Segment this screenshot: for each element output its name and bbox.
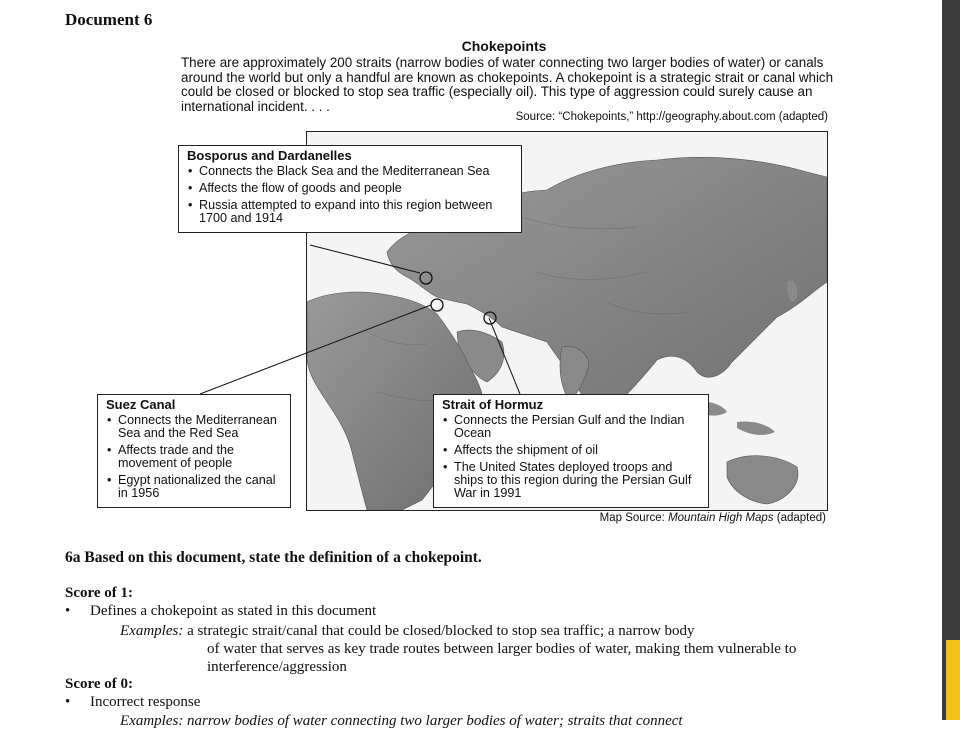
callout-title: Strait of Hormuz <box>442 397 544 412</box>
intro-text: There are approximately 200 straits (narrow bodies of water connecting two larger bodies of water) or canals around the world but only a handful are known as chokepoints. A chokepoint is a strategic strait or canal which could be closed or blocked to stop sea traffic (especially oil). This type of aggression could surely cause an international incident. . . . <box>181 55 834 114</box>
score-1-bullet-text: Defines a chokepoint as stated in this document <box>90 603 377 619</box>
score-0-bullet-text: Incorrect response <box>90 694 201 710</box>
map-source-prefix: Map Source: <box>599 512 669 524</box>
map-source-suffix: (adapted) <box>773 512 826 524</box>
callout-suez-canal <box>97 394 291 508</box>
score-1-bullet: • Defines a chokepoint as stated in this document <box>65 603 377 619</box>
callout-list <box>442 414 702 500</box>
callout-item: • Connects the Persian Gulf and the Indian Ocean <box>454 414 702 440</box>
map-source <box>500 512 826 524</box>
question-6a: 6a Based on this document, state the definition of a chokepoint. <box>65 549 482 566</box>
examples-continued: of water that serves as key trade routes between larger bodies of water, making them vulnerable to interference/aggression <box>207 641 797 675</box>
score-1-heading: Score of 1: <box>65 585 134 601</box>
callout-item: • Egypt nationalized the canal in 1956 <box>118 474 284 500</box>
callout-item: • Affects the shipment of oil <box>454 444 702 457</box>
callout-list <box>106 414 284 500</box>
callout-title: Suez Canal <box>106 397 176 412</box>
callout-item: • Affects the flow of goods and people <box>199 182 515 195</box>
map-title: Chokepoints <box>461 38 547 54</box>
score-0-heading: Score of 0: <box>65 676 134 692</box>
callout-item: • Affects trade and the movement of people <box>118 444 284 470</box>
callout-item: • The United States deployed troops and ships to this region during the Persian Gulf War in 1991 <box>454 461 702 500</box>
examples-label: Examples: <box>120 623 184 639</box>
callout-title: Bosporus and Dardanelles <box>187 148 352 163</box>
score-1-examples <box>120 622 860 676</box>
callout-item: • Connects the Black Sea and the Mediterranean Sea <box>199 165 515 178</box>
callout-strait-of-hormuz <box>433 394 709 508</box>
map-source-name: Mountain High Maps <box>668 512 774 524</box>
examples-text: a strategic strait/canal that could be closed/blocked to stop sea traffic; a narrow body <box>183 623 695 639</box>
score-0-bullet: • Incorrect response <box>65 694 201 710</box>
document-label: Document 6 <box>65 10 153 29</box>
score-0-examples-partial: Examples: narrow bodies of water connecting two larger bodies of water; straits that connect <box>120 713 683 729</box>
side-accent <box>946 640 960 720</box>
source-line: Source: “Chokepoints,” http://geography.about.com (adapted) <box>515 111 828 123</box>
side-strip <box>942 0 960 720</box>
callout-item: • Connects the Mediterranean Sea and the Red Sea <box>118 414 284 440</box>
callout-item: • Russia attempted to expand into this region between 1700 and 1914 <box>199 199 515 225</box>
callout-list <box>187 165 515 225</box>
callout-bosporus-dardanelles <box>178 145 522 233</box>
